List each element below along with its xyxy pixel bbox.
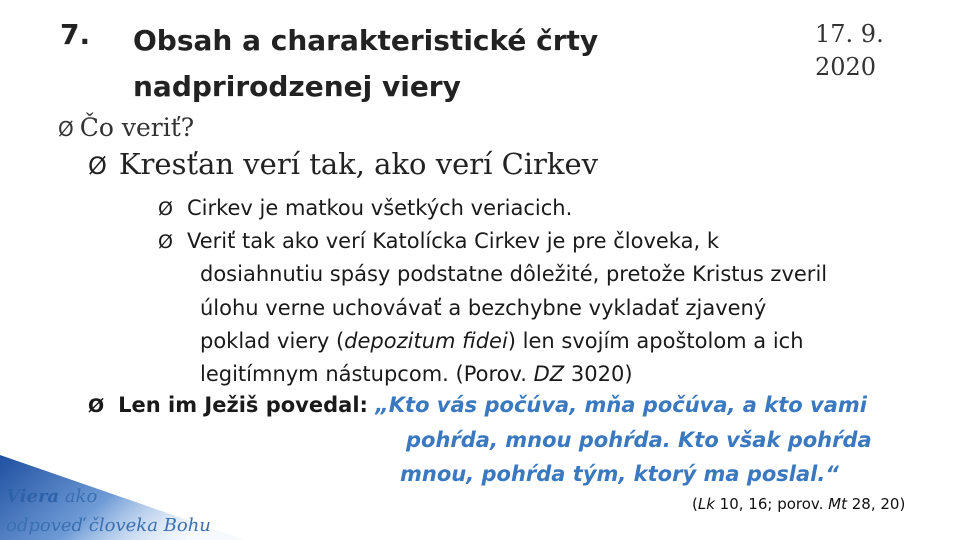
dz-reference: DZ <box>533 362 565 386</box>
caption-rest: ako <box>59 486 98 507</box>
caption-line-1 <box>6 486 97 507</box>
sub-point-2-line-2: dosiahnutiu spásy podstatne dôležité, pretože Kristus zveril <box>200 262 828 286</box>
question-text: Čo veriť? <box>79 113 195 142</box>
main-point-text: Kresťan verí tak, ako verí Cirkev <box>118 147 599 181</box>
jesus-saying <box>88 393 867 417</box>
quote-line-1: „Kto vás počúva, mňa počúva, a kto vami <box>375 393 867 417</box>
line-5-part-b: 3020) <box>564 362 633 386</box>
ref-mt: Mt <box>828 495 847 513</box>
depozitum-fidei-term: depozitum fidei <box>344 329 508 353</box>
arrow-bullet-icon: Ø <box>88 152 107 180</box>
sub-point-2-line-5 <box>200 362 633 386</box>
arrow-bullet-icon: Ø <box>58 117 74 141</box>
title-line-1: Obsah a charakteristické črty <box>133 24 599 57</box>
scripture-reference <box>692 495 905 513</box>
slide-number: 7. <box>60 18 91 51</box>
quote-line-3: mnou, pohŕda tým, ktorý ma poslal.“ <box>400 462 839 486</box>
date-line-2: 2020 <box>815 53 877 81</box>
sub-point-2 <box>158 229 719 253</box>
slide-date <box>815 18 884 84</box>
line-5-part-a: legitímnym nástupcom. (Porov. <box>200 362 534 386</box>
ref-close: 28, 20) <box>847 495 906 513</box>
quote-line-2: pohŕda, mnou pohŕda. Kto však pohŕda <box>406 428 872 452</box>
sub-point-2-line-4 <box>200 329 804 353</box>
line-4-part-a: poklad viery ( <box>200 329 345 353</box>
caption-line-2: odpoveď človeka Bohu <box>6 515 211 536</box>
ref-middle: 10, 16; porov. <box>714 495 829 513</box>
title-line-2: nadprirodzenej viery <box>133 70 461 103</box>
line-4-part-b: ) len svojím apoštolom a ich <box>507 329 804 353</box>
jesus-saying-intro: Len im Ježiš povedal: <box>118 393 368 417</box>
sub-point-1-text: Cirkev je matkou všetkých veriacich. <box>186 196 573 220</box>
caption-bold-word: Viera <box>6 486 60 507</box>
main-point <box>88 147 598 181</box>
sub-point-1 <box>158 196 572 220</box>
question-heading <box>58 113 194 142</box>
ref-open: ( <box>692 495 698 513</box>
sub-point-2-line-3: úlohu verne uchovávať a bezchybne vykladať zjavený <box>200 296 767 320</box>
sub-point-2-line-1: Veriť tak ako verí Katolícka Cirkev je pre človeka, k <box>186 229 719 253</box>
arrow-bullet-icon: Ø <box>158 231 173 253</box>
ref-lk: Lk <box>697 495 715 513</box>
arrow-bullet-icon: Ø <box>158 198 173 220</box>
slide-title <box>133 18 598 110</box>
arrow-bullet-icon: Ø <box>88 395 105 417</box>
date-line-1: 17. 9. <box>815 20 884 48</box>
